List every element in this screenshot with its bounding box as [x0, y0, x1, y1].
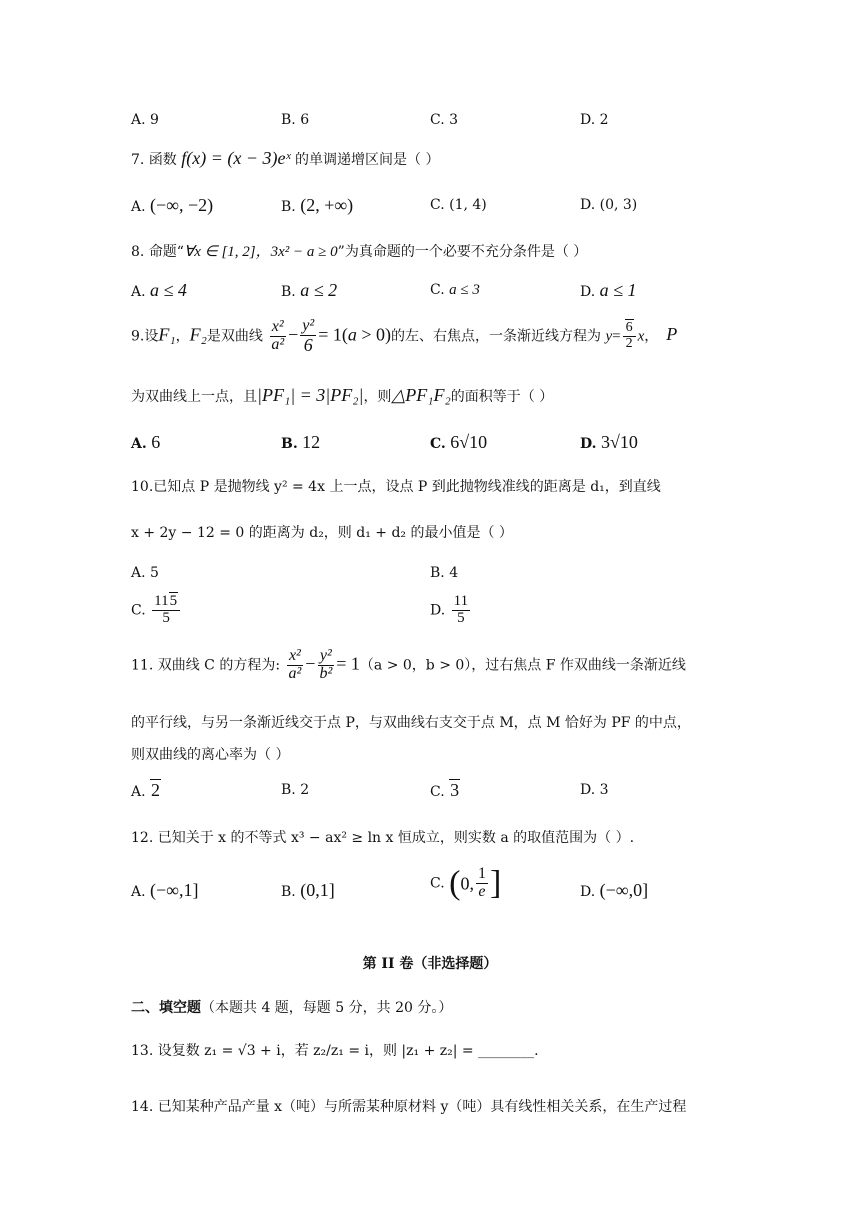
q8-option-a: A. a ≤ 4 — [131, 280, 187, 300]
q9-stem: 9.设F₁，F₂是双曲线 $\frac{\text{x²}}{\text{a²}}$ − $\frac{\text{y²}}{6}$ = 1(a > 0)的左、右焦点，一条渐近线方程为 y= $\frac{6}{2}$ x， P — [131, 317, 678, 355]
q8-option-b: B. a ≤ 2 — [281, 280, 338, 300]
q6-option-a: A. 9 — [131, 112, 159, 128]
q9-option-b: B. 12 — [281, 432, 321, 452]
q11-option-b: B. 2 — [281, 782, 310, 798]
q10-stem-line1: 10.已知点 P 是抛物线 y² = 4x 上一点，设点 P 到此抛物线准线的距离是 d₁，到直线 — [131, 479, 661, 495]
q7-suffix: 的单调递增区间是（ ） — [295, 152, 440, 168]
q9-stem-line2: 为双曲线上一点，且|PF₁| = 3|PF₂|，则△PF₁F₂的面积等于（ ） — [131, 385, 554, 405]
q11-stem-line1: 11. 双曲线 C 的方程为: $\frac{\text{x²}}{\text{a²}}$ − $\frac{\text{y²}}{\text{b²}}$ = 1（a > 0，b > 0），过右焦点 F 作双曲线一条渐近线 — [131, 647, 686, 682]
q9-option-c: C. 6√10 — [430, 432, 488, 452]
q8-option-d: D. a ≤ 1 — [580, 280, 637, 300]
q10-stem-line2: x + 2y − 12 = 0 的距离为 d₂，则 d₁ + d₂ 的最小值是（ ） — [131, 525, 513, 541]
q6-option-d: D. 2 — [580, 112, 609, 128]
q10-option-d: D. $\frac{11}{5}$ — [430, 593, 469, 626]
q8-option-c: C. a ≤ 3 — [430, 282, 480, 298]
q12-stem: 12. 已知关于 x 的不等式 x³ − ax² ≥ ln x 恒成立，则实数 a 的取值范围为（ ）. — [131, 830, 635, 846]
q14-stem: 14. 已知某种产品产量 x（吨）与所需某种原材料 y（吨）具有线性相关关系，在生产过程 — [131, 1099, 687, 1115]
q10-option-b: B. 4 — [430, 565, 459, 581]
q12-option-d: D. (−∞,0] — [580, 880, 649, 900]
q7-formula: f(x) = (x − 3)eˣ — [181, 148, 291, 168]
part2-header: 二、填空题（本题共 4 题，每题 5 分，共 20 分。） — [131, 1000, 453, 1016]
q11-option-c: C. 3 — [430, 780, 460, 800]
q7-num: 7. — [131, 152, 145, 168]
q11-option-a: A. 2 — [131, 780, 161, 800]
q7-stem — [131, 148, 440, 169]
q7-prefix: 函数 — [148, 152, 177, 168]
q11-stem-line2: 的平行线，与另一条渐近线交于点 P，与双曲线右支交于点 M，点 M 恰好为 PF 的中点， — [131, 715, 691, 731]
section-title: 第 II 卷（非选择题） — [362, 956, 498, 972]
q7-option-a: A. (−∞, −2) — [131, 195, 214, 215]
q12-option-c: C. (0, $\frac{1}{e}$ ] — [430, 864, 502, 902]
q9-option-a: A. 6 — [131, 432, 161, 452]
q8-stem: 8. 命题“∀x ∈ [1, 2]，3x² − a ≥ 0”为真命题的一个必要不充分条件是（ ） — [131, 244, 588, 260]
q6-option-b: B. 6 — [281, 112, 310, 128]
q13-stem: 13. 设复数 z₁ = √3 + i，若 z₂/z₁ = i，则 |z₁ + z₂| = ________. — [131, 1043, 539, 1059]
q7-option-d: D. (0, 3) — [580, 197, 638, 213]
q11-option-d: D. 3 — [580, 782, 609, 798]
q12-option-a: A. (−∞,1] — [131, 880, 199, 900]
q9-option-d: D. 3√10 — [580, 432, 638, 452]
q8-formula: ∀x ∈ [1, 2]，3x² − a ≥ 0 — [183, 244, 338, 260]
q7-option-c: C. (1, 4) — [430, 197, 487, 213]
q10-option-a: A. 5 — [131, 565, 159, 581]
q11-stem-line3: 则双曲线的离心率为（ ） — [131, 747, 290, 763]
q12-option-b: B. (0,1] — [281, 880, 335, 900]
q7-option-b: B. (2, +∞) — [281, 195, 354, 215]
q10-option-c: C. $\frac{115}{5}$ — [131, 594, 182, 627]
q6-option-c: C. 3 — [430, 112, 459, 128]
